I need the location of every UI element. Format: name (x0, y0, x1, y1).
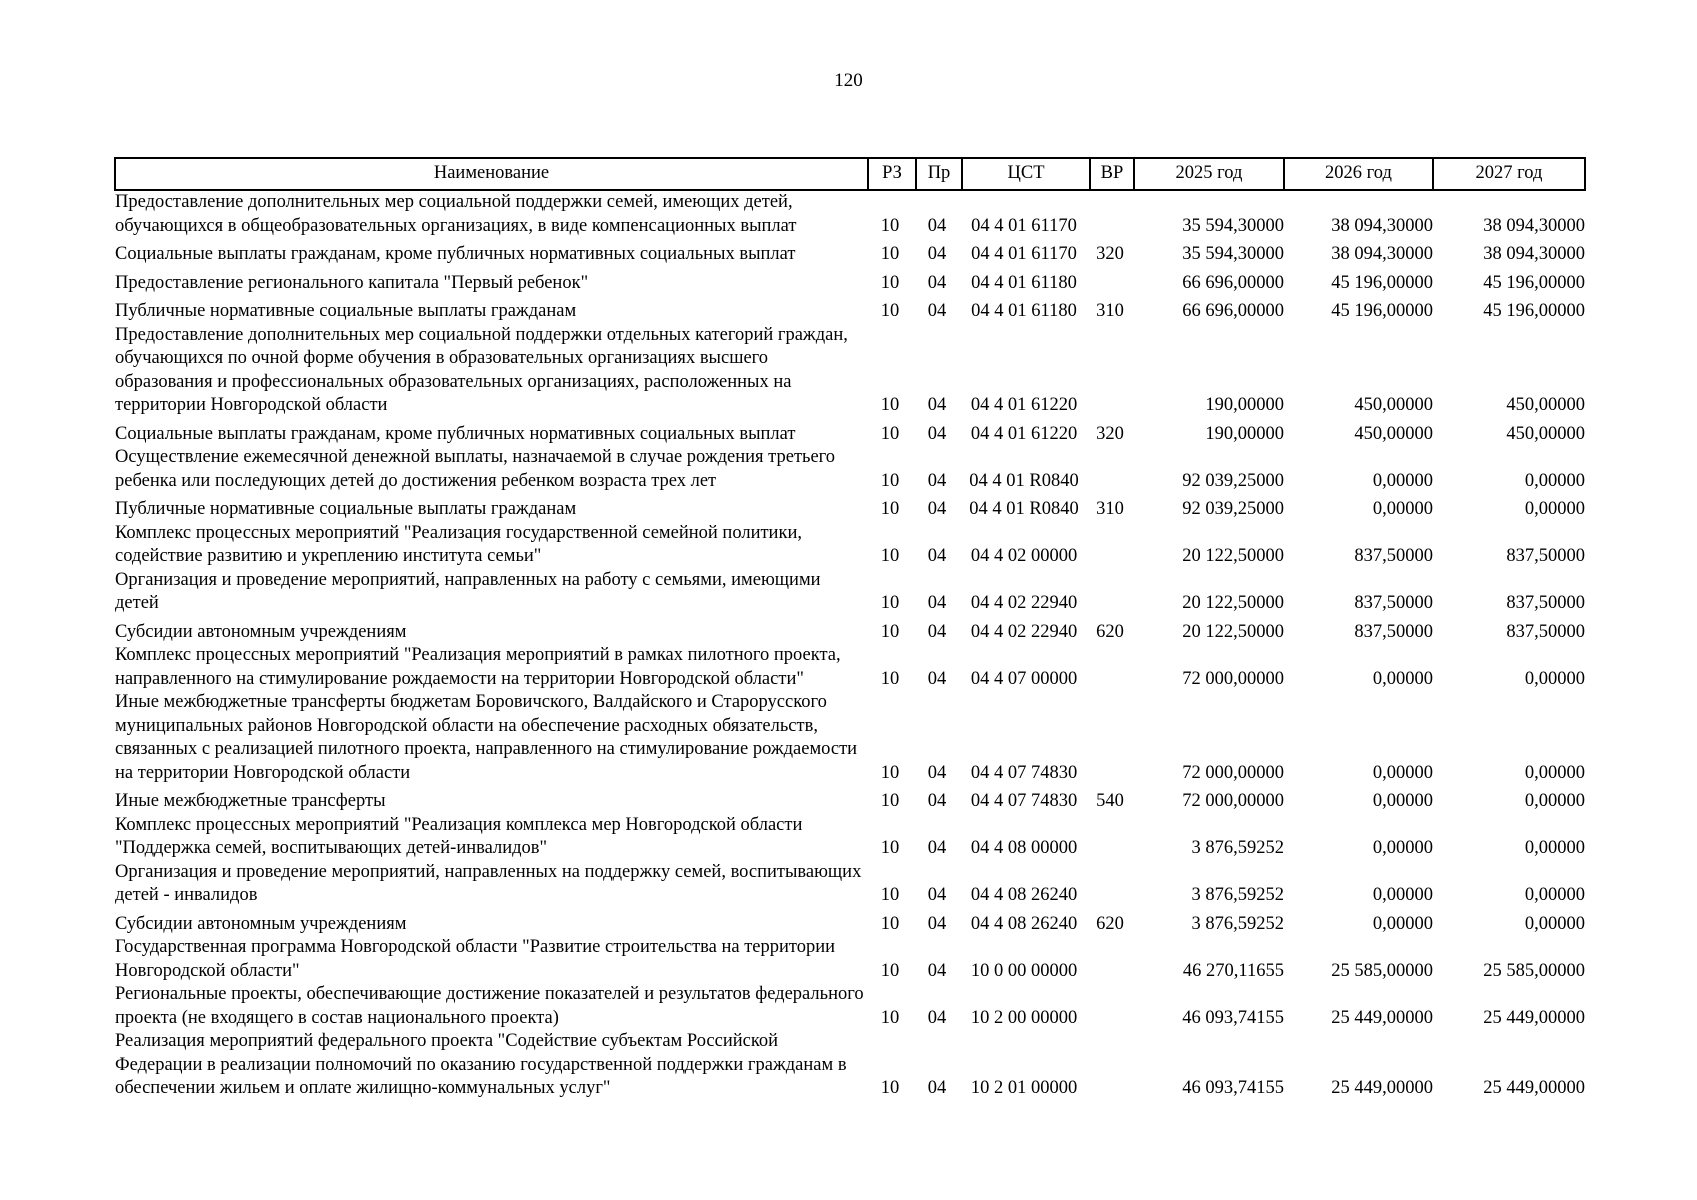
row-2027-cell: 837,50000 (1506, 621, 1585, 642)
row-2026-cell: 0,00000 (1372, 470, 1433, 491)
row-2026-cell: 45 196,00000 (1331, 301, 1433, 321)
row-name-cell: Субсидии автономным учреждениям (115, 913, 407, 934)
row-name-cell: Комплекс процессных мероприятий "Реализация комплекса мер Новгородской области "Поддержка семей, воспитывающих детей-инвалидов" (115, 814, 803, 858)
row-rz-cell: 10 (880, 244, 900, 264)
row-2025-cell: 72 000,00000 (1182, 762, 1284, 783)
row-2026-cell: 837,50000 (1354, 546, 1433, 566)
row-2026-cell: 45 196,00000 (1331, 272, 1433, 293)
header-pr: Пр (916, 158, 962, 190)
row-name-cell: Субсидии автономным учреждениям (115, 621, 407, 642)
row-cst-cell: 04 4 07 00000 (970, 668, 1078, 689)
row-rz-cell: 10 (880, 593, 900, 613)
table-row (115, 983, 1585, 1030)
table-row (115, 616, 1585, 645)
row-vr-cell: 320 (1096, 244, 1124, 264)
row-name-cell: Публичные нормативные социальные выплаты гражданам (115, 301, 577, 321)
row-2027-cell: 45 196,00000 (1483, 272, 1585, 293)
row-cst-cell: 04 4 02 00000 (970, 546, 1078, 566)
row-pr-cell: 04 (927, 244, 947, 264)
row-rz-cell: 10 (880, 272, 900, 293)
row-vr-cell (1090, 936, 1134, 983)
row-cst-cell: 04 4 01 61170 (971, 215, 1077, 236)
table-row (115, 446, 1585, 493)
row-cst-cell: 04 4 07 74830 (970, 762, 1078, 783)
row-2026-cell: 0,00000 (1372, 885, 1433, 905)
table-row (115, 691, 1585, 785)
row-2025-cell: 46 270,11655 (1182, 960, 1284, 981)
row-2026-cell: 837,50000 (1354, 593, 1433, 613)
row-2025-cell: 92 039,25000 (1182, 470, 1284, 491)
header-rz: РЗ (868, 158, 916, 190)
row-2026-cell: 0,00000 (1372, 762, 1433, 783)
row-2026-cell: 0,00000 (1372, 668, 1433, 689)
row-2027-cell: 38 094,30000 (1483, 244, 1585, 264)
row-pr-cell: 04 (927, 470, 947, 491)
row-name-cell: Региональные проекты, обеспечивающие достижение показателей и результатов федерального проекта (не входящего в состав национального проекта) (115, 984, 864, 1028)
row-2027-cell: 0,00000 (1524, 913, 1585, 934)
row-rz-cell: 10 (880, 546, 900, 566)
row-2025-cell: 3 876,59252 (1191, 885, 1284, 905)
row-vr-cell (1090, 814, 1134, 861)
row-2025-cell: 190,00000 (1205, 423, 1284, 444)
row-2025-cell: 66 696,00000 (1182, 272, 1284, 293)
row-pr-cell: 04 (927, 1078, 947, 1098)
row-name-cell: Социальные выплаты гражданам, кроме публичных нормативных социальных выплат (115, 423, 796, 444)
row-2027-cell: 837,50000 (1506, 593, 1585, 613)
table-row (115, 238, 1585, 267)
row-2026-cell: 0,00000 (1372, 913, 1433, 934)
row-2026-cell: 0,00000 (1372, 791, 1433, 811)
row-pr-cell: 04 (927, 423, 947, 444)
row-cst-cell: 04 4 01 61180 (971, 272, 1077, 293)
row-2027-cell: 45 196,00000 (1483, 301, 1585, 321)
header-2027: 2027 год (1433, 158, 1585, 190)
row-rz-cell: 10 (880, 1007, 900, 1028)
row-cst-cell: 04 4 01 61220 (970, 423, 1078, 444)
row-vr-cell (1090, 691, 1134, 785)
row-vr-cell: 320 (1096, 423, 1124, 444)
row-name-cell: Организация и проведение мероприятий, направленных на поддержку семей, воспитывающих детей - инвалидов (115, 861, 862, 905)
table-row (115, 785, 1585, 814)
row-name-cell: Иные межбюджетные трансферты бюджетам Боровичского, Валдайского и Старорусского муниципальных районов Новгородской области на обеспечение расходных обязательств, связанных с реализацией пилотного проекта, направленного на стимулирование рождаемости на территории Новгородской области (115, 692, 858, 783)
row-2027-cell: 25 449,00000 (1483, 1007, 1585, 1028)
table-row (115, 644, 1585, 691)
row-pr-cell: 04 (927, 762, 947, 783)
row-pr-cell: 04 (927, 668, 947, 689)
row-2026-cell: 25 449,00000 (1331, 1078, 1433, 1098)
row-2025-cell: 20 122,50000 (1182, 621, 1284, 642)
row-2026-cell: 837,50000 (1354, 621, 1433, 642)
table-row (115, 569, 1585, 616)
row-name-cell: Предоставление регионального капитала "Первый ребенок" (115, 272, 589, 293)
row-cst-cell: 10 0 00 00000 (970, 960, 1078, 981)
row-pr-cell: 04 (927, 272, 947, 293)
row-rz-cell: 10 (880, 621, 900, 642)
row-vr-cell (1090, 861, 1134, 908)
row-cst-cell: 04 4 01 R0840 (969, 499, 1079, 519)
row-name-cell: Комплекс процессных мероприятий "Реализация государственной семейной политики, содействие развитию и укреплению института семьи" (115, 522, 802, 566)
row-cst-cell: 04 4 08 26240 (970, 885, 1078, 905)
table-row (115, 295, 1585, 324)
row-pr-cell: 04 (927, 1007, 947, 1028)
row-vr-cell (1090, 569, 1134, 616)
row-rz-cell: 10 (880, 470, 900, 491)
header-2025: 2025 год (1134, 158, 1284, 190)
row-name-cell: Осуществление ежемесячной денежной выплаты, назначаемой в случае рождения третьего ребенка или последующих детей до достижения ребенком возраста трех лет (115, 447, 836, 491)
row-rz-cell: 10 (880, 791, 900, 811)
row-vr-cell: 540 (1096, 791, 1124, 811)
row-name-cell: Предоставление дополнительных мер социальной поддержки семей, имеющих детей, обучающихся в общеобразовательных организациях, в виде компенсационных выплат (115, 192, 797, 236)
row-2025-cell: 72 000,00000 (1182, 668, 1284, 689)
row-2027-cell: 837,50000 (1506, 546, 1585, 566)
row-pr-cell: 04 (927, 301, 947, 321)
row-2025-cell: 92 039,25000 (1182, 499, 1284, 519)
row-cst-cell: 04 4 01 61170 (971, 244, 1077, 264)
row-2025-cell: 35 594,30000 (1182, 244, 1284, 264)
row-rz-cell: 10 (880, 395, 900, 415)
header-vr: ВР (1090, 158, 1134, 190)
row-name-cell: Государственная программа Новгородской области "Развитие строительства на территории Новгородской области" (115, 937, 836, 981)
row-rz-cell: 10 (880, 960, 900, 981)
row-2025-cell: 3 876,59252 (1191, 838, 1284, 858)
table-row (115, 936, 1585, 983)
row-2026-cell: 450,00000 (1354, 395, 1433, 415)
row-rz-cell: 10 (880, 762, 900, 783)
row-name-cell: Иные межбюджетные трансферты (115, 791, 386, 811)
row-rz-cell: 10 (880, 499, 900, 519)
row-rz-cell: 10 (880, 913, 900, 934)
row-2027-cell: 0,00000 (1524, 838, 1585, 858)
budget-table (114, 157, 1586, 1101)
table-row (115, 908, 1585, 937)
table-row (115, 324, 1585, 418)
row-vr-cell (1090, 644, 1134, 691)
row-pr-cell: 04 (927, 960, 947, 981)
row-2026-cell: 0,00000 (1372, 838, 1433, 858)
row-2027-cell: 0,00000 (1524, 762, 1585, 783)
row-pr-cell: 04 (927, 215, 947, 236)
row-pr-cell: 04 (927, 395, 947, 415)
row-rz-cell: 10 (880, 301, 900, 321)
row-rz-cell: 10 (880, 838, 900, 858)
row-2025-cell: 20 122,50000 (1182, 593, 1284, 613)
row-vr-cell (1090, 190, 1134, 238)
row-cst-cell: 04 4 01 61180 (971, 301, 1077, 321)
page-number: 120 (834, 70, 863, 91)
row-2025-cell: 46 093,74155 (1182, 1007, 1284, 1028)
row-cst-cell: 04 4 08 00000 (970, 838, 1078, 858)
row-pr-cell: 04 (927, 838, 947, 858)
table-row (115, 861, 1585, 908)
row-name-cell: Комплекс процессных мероприятий "Реализация мероприятий в рамках пилотного проекта, направленного на стимулирование рождаемости на территории Новгородской области" (115, 645, 841, 689)
row-2026-cell: 25 449,00000 (1331, 1007, 1433, 1028)
row-2026-cell: 38 094,30000 (1331, 244, 1433, 264)
row-pr-cell: 04 (927, 546, 947, 566)
row-cst-cell: 10 2 00 00000 (970, 1007, 1078, 1028)
row-name-cell: Социальные выплаты гражданам, кроме публичных нормативных социальных выплат (115, 244, 796, 264)
row-vr-cell (1090, 324, 1134, 418)
row-2025-cell: 66 696,00000 (1182, 301, 1284, 321)
row-2027-cell: 25 449,00000 (1483, 1078, 1585, 1098)
row-rz-cell: 10 (880, 423, 900, 444)
table-row (115, 814, 1585, 861)
row-2027-cell: 25 585,00000 (1483, 960, 1585, 981)
row-2025-cell: 20 122,50000 (1182, 546, 1284, 566)
header-name: Наименование (115, 158, 868, 190)
row-name-cell: Реализация мероприятий федерального проекта "Содействие субъектам Российской Федерации в реализации полномочий по оказанию государственной поддержки гражданам в обеспечении жильем и оплате жилищно-коммунальных услуг" (115, 1031, 847, 1098)
table-header (115, 158, 1585, 190)
header-cst: ЦСТ (962, 158, 1090, 190)
row-name-cell: Предоставление дополнительных мер социальной поддержки отдельных категорий граждан, обучающихся по очной форме обучения в образовательных организациях высшего образования и профессиональных образовательных организациях, расположенных на территории Новгородской области (115, 324, 848, 415)
row-vr-cell: 310 (1096, 499, 1124, 519)
row-2026-cell: 0,00000 (1372, 499, 1433, 519)
row-cst-cell: 04 4 01 R0840 (969, 470, 1079, 491)
table-body (115, 190, 1585, 1101)
row-2027-cell: 38 094,30000 (1483, 215, 1585, 236)
row-2027-cell: 0,00000 (1524, 668, 1585, 689)
row-vr-cell: 620 (1096, 621, 1124, 642)
row-cst-cell: 04 4 02 22940 (970, 621, 1078, 642)
table-row (115, 267, 1585, 296)
row-vr-cell (1090, 1030, 1134, 1101)
row-2027-cell: 0,00000 (1524, 499, 1585, 519)
row-name-cell: Публичные нормативные социальные выплаты гражданам (115, 499, 577, 519)
row-vr-cell (1090, 983, 1134, 1030)
row-2027-cell: 450,00000 (1506, 395, 1585, 415)
header-2026: 2026 год (1284, 158, 1433, 190)
row-pr-cell: 04 (927, 593, 947, 613)
table-row (115, 190, 1585, 238)
row-rz-cell: 10 (880, 215, 900, 236)
row-2027-cell: 0,00000 (1524, 791, 1585, 811)
row-vr-cell (1090, 267, 1134, 296)
row-2026-cell: 25 585,00000 (1331, 960, 1433, 981)
row-cst-cell: 04 4 08 26240 (970, 913, 1078, 934)
row-pr-cell: 04 (927, 913, 947, 934)
row-pr-cell: 04 (927, 791, 947, 811)
row-2025-cell: 190,00000 (1205, 395, 1284, 415)
row-2026-cell: 38 094,30000 (1331, 215, 1433, 236)
row-2027-cell: 0,00000 (1524, 885, 1585, 905)
row-rz-cell: 10 (880, 668, 900, 689)
row-2026-cell: 450,00000 (1354, 423, 1433, 444)
row-2025-cell: 3 876,59252 (1191, 913, 1284, 934)
row-2025-cell: 35 594,30000 (1182, 215, 1284, 236)
row-2025-cell: 72 000,00000 (1182, 791, 1284, 811)
row-cst-cell: 04 4 07 74830 (970, 791, 1078, 811)
row-pr-cell: 04 (927, 885, 947, 905)
table-row (115, 522, 1585, 569)
row-vr-cell: 310 (1096, 301, 1124, 321)
row-cst-cell: 04 4 01 61220 (970, 395, 1078, 415)
row-cst-cell: 04 4 02 22940 (970, 593, 1078, 613)
row-2027-cell: 450,00000 (1506, 423, 1585, 444)
row-cst-cell: 10 2 01 00000 (970, 1078, 1078, 1098)
row-pr-cell: 04 (927, 499, 947, 519)
row-2027-cell: 0,00000 (1524, 470, 1585, 491)
table-row (115, 418, 1585, 447)
table-row (115, 493, 1585, 522)
table-row (115, 1030, 1585, 1101)
row-2025-cell: 46 093,74155 (1182, 1078, 1284, 1098)
row-rz-cell: 10 (880, 1078, 900, 1098)
row-rz-cell: 10 (880, 885, 900, 905)
row-name-cell: Организация и проведение мероприятий, направленных на работу с семьями, имеющими детей (115, 569, 821, 613)
row-vr-cell: 620 (1096, 913, 1124, 934)
row-vr-cell (1090, 522, 1134, 569)
row-vr-cell (1090, 446, 1134, 493)
row-pr-cell: 04 (927, 621, 947, 642)
